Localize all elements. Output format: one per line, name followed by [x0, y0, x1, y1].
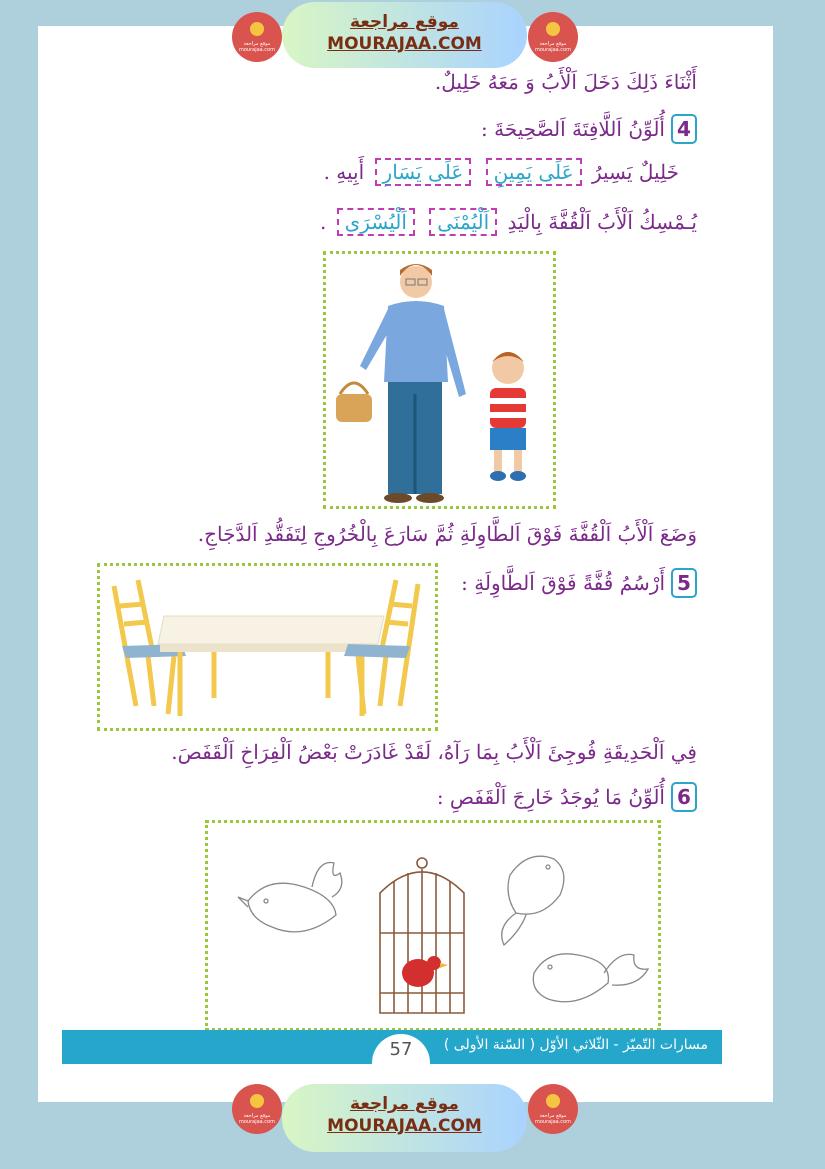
sentence-walk — [324, 158, 679, 186]
site-logo-left: موقع مراجعة mourajaa.com — [232, 12, 282, 62]
site-name-arabic: موقع مراجعة — [350, 12, 459, 32]
option-left-hand[interactable]: اَلْيُسْرَى — [337, 208, 415, 236]
site-banner-bottom[interactable] — [282, 1084, 527, 1152]
footer-book-title: مسارات التّميّز - الثّلاثي الأوّل ( السّنة الأولى ) — [443, 1037, 708, 1053]
question-number: 4 — [671, 114, 697, 144]
site-logo-left-bottom: موقع مراجعة mourajaa.com — [232, 1084, 282, 1134]
question-number: 6 — [671, 782, 697, 812]
site-logo-right: موقع مراجعة mourajaa.com — [528, 12, 578, 62]
bird-outline-2 — [508, 856, 564, 914]
option-right-hand[interactable]: اَلْيُمْنَى — [429, 208, 497, 236]
sentence-end: أَبِيهِ . — [323, 160, 365, 184]
story-line-3: وَضَعَ اَلْأَبُ اَلْقُفَّةَ فَوْقَ اَلطَّاوِلَةِ ثُمَّ سَارَعَ بِالْخُرُوجِ لِتَفَقُّدِ اَلدَّجَاجِ. — [197, 522, 697, 546]
birds-coloring-area[interactable] — [205, 820, 661, 1031]
page-number: 57 — [372, 1034, 430, 1064]
birds-cage-illustration — [208, 823, 658, 1028]
table-chairs-illustration — [100, 566, 435, 728]
sentence-end: . — [319, 210, 327, 234]
father-son-illustration — [326, 254, 553, 506]
question-6 — [437, 782, 697, 812]
question-text: أُلَوِّنُ مَا يُوجَدُ خَارِجَ اَلْقَفَصِ : — [436, 785, 665, 809]
story-line-4: فِي اَلْحَدِيقَةِ فُوجِئَ اَلْأَبُ بِمَا رَآهُ، لَقَدْ غَادَرَتْ بَعْضُ اَلْفِرَاخِ اَلْقَفَصَ. — [171, 740, 697, 764]
story-line-1: أَثْنَاءَ ذَلِكَ دَخَلَ اَلْأَبُ وَ مَعَهُ خَلِيلٌ. — [434, 70, 697, 94]
sentence-hold — [320, 208, 697, 236]
bird-outline-3 — [533, 954, 608, 1002]
site-banner-top[interactable] — [282, 2, 527, 68]
sentence-start: خَلِيلٌ يَسِيرُ — [591, 160, 679, 184]
bird-outline-1 — [248, 883, 336, 932]
question-text: أَرْسُمُ قُفَّةً فَوْقَ اَلطَّاوِلَةِ : — [461, 571, 665, 595]
father-son-illustration-frame — [323, 251, 556, 509]
site-name-english: MOURAJAA.COM — [327, 1116, 482, 1136]
question-4 — [481, 114, 697, 144]
question-text: أُلَوِّنُ اَللَّافِتَةَ اَلصَّحِيحَةَ : — [481, 117, 665, 141]
option-left-side[interactable]: عَلَى يَسَارِ — [375, 158, 472, 186]
table-drawing-area[interactable] — [97, 563, 438, 731]
option-right-side[interactable]: عَلَى يَمِينِ — [486, 158, 582, 186]
question-number: 5 — [671, 568, 697, 598]
site-logo-right-bottom: موقع مراجعة mourajaa.com — [528, 1084, 578, 1134]
question-5 — [461, 568, 697, 598]
sentence-start: يُـمْسِكُ اَلْأَبُ اَلْقُفَّةَ بِالْيَدِ — [507, 210, 697, 234]
site-name-english: MOURAJAA.COM — [327, 34, 482, 54]
site-name-arabic: موقع مراجعة — [350, 1094, 459, 1114]
